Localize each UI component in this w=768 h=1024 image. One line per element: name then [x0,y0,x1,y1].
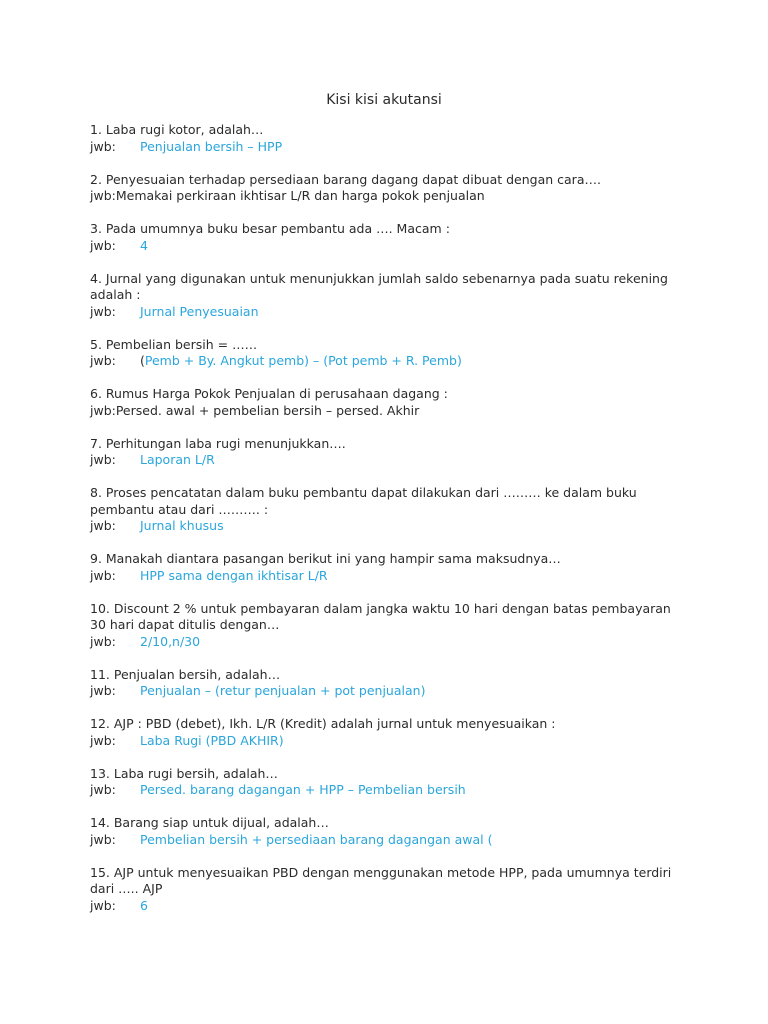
answer-label: jwb: [90,237,116,253]
answer-text: 2/10,n/30 [140,633,201,649]
answer-line [90,304,678,321]
question-item [90,386,678,419]
answer-line [90,832,678,849]
page-title: Kisi kisi akutansi [326,92,442,108]
question-item [90,436,678,469]
answer-text: Pembelian bersih + persediaan barang dagangan awal ( [140,831,493,847]
answer-text: Laporan L/R [140,452,215,467]
answer-line [90,898,678,915]
question-item [90,815,678,848]
question-text: 5. Pembelian bersih = …… [90,336,258,352]
question-item [90,485,678,535]
answer-line [90,782,678,799]
answer-line [90,353,678,370]
answer-line [90,634,678,651]
question-text: 12. AJP : PBD (debet), Ikh. L/R (Kredit) adalah jurnal untuk menyesuaikan : [90,716,556,731]
answer-text: Jurnal Penyesuaian [140,303,259,319]
question-item [90,601,678,651]
answer-label: jwb: [90,567,116,583]
answer-label: jwb: [90,633,116,649]
answer-line [90,518,678,535]
answer-text: Jurnal khusus [140,518,224,533]
answer-label: jwb: [90,452,116,467]
answer-line [90,683,678,700]
answer-label: jwb: [90,732,116,748]
question-item [90,716,678,749]
question-item [90,337,678,370]
question-text: 10. Discount 2 % untuk pembayaran dalam jangka waktu 10 hari dengan batas pembayaran 30 hari dapat ditulis dengan… [90,600,671,632]
answer-label: jwb: [90,782,116,797]
answer-text: Persed. barang dagangan + HPP – Pembelian bersih [140,782,466,797]
answer-line [90,452,678,469]
answer-label: jwb: [90,138,116,154]
answer-label: jwb: [90,303,116,319]
question-item [90,766,678,799]
question-text: 3. Pada umumnya buku besar pembantu ada …. Macam : [90,221,450,236]
question-item [90,122,678,155]
answer-text: 4 [140,237,148,253]
answer-prefix: ( [140,353,145,368]
answer-line: jwb:Persed. awal + pembelian bersih – persed. Akhir [90,402,420,418]
question-text: 14. Barang siap untuk dijual, adalah… [90,815,329,830]
question-text: 9. Manakah diantara pasangan berikut ini yang hampir sama maksudnya… [90,551,561,566]
answer-line: jwb:Memakai perkiraan ikhtisar L/R dan harga pokok penjualan [90,188,485,203]
answer-label: jwb: [90,353,116,368]
question-text: 8. Proses pencatatan dalam buku pembantu dapat dilakukan dari ……… ke dalam buku pembantu atau dari ………. : [90,485,637,517]
answer-text: Laba Rugi (PBD AKHIR) [140,732,284,748]
answer-line [90,733,678,750]
answer-line [90,238,678,255]
question-text: 15. AJP untuk menyesuaikan PBD dengan menggunakan metode HPP, pada umumnya terdiri dari ….. AJP [90,864,672,896]
question-text: 13. Laba rugi bersih, adalah… [90,765,278,781]
answer-text: Penjualan – (retur penjualan + pot penjualan) [140,683,426,698]
answer-text: Penjualan bersih – HPP [140,138,283,154]
question-text: 7. Perhitungan laba rugi menunjukkan…. [90,435,346,451]
question-text: 2. Penyesuaian terhadap persediaan barang dagang dapat dibuat dengan cara…. [90,171,601,187]
answer-text: 6 [140,897,148,913]
question-text: 4. Jurnal yang digunakan untuk menunjukkan jumlah saldo sebenarnya pada suatu rekening adalah : [90,270,668,302]
answer-label: jwb: [90,518,116,533]
question-item [90,865,678,915]
answer-label: jwb: [90,683,116,698]
question-item [90,551,678,584]
question-item [90,271,678,321]
question-text: 1. Laba rugi kotor, adalah… [90,122,264,137]
question-item [90,221,678,254]
answer-line [90,568,678,585]
answer-label: jwb: [90,897,116,913]
answer-line [90,139,678,156]
question-text: 11. Penjualan bersih, adalah… [90,666,281,682]
question-item [90,667,678,700]
answer-text: HPP sama dengan ikhtisar L/R [140,567,328,583]
answer-text: Pemb + By. Angkut pemb) – (Pot pemb + R. Pemb) [144,353,462,368]
question-item [90,172,678,205]
answer-label: jwb: [90,831,116,847]
question-text: 6. Rumus Harga Pokok Penjualan di perusahaan dagang : [90,386,448,401]
